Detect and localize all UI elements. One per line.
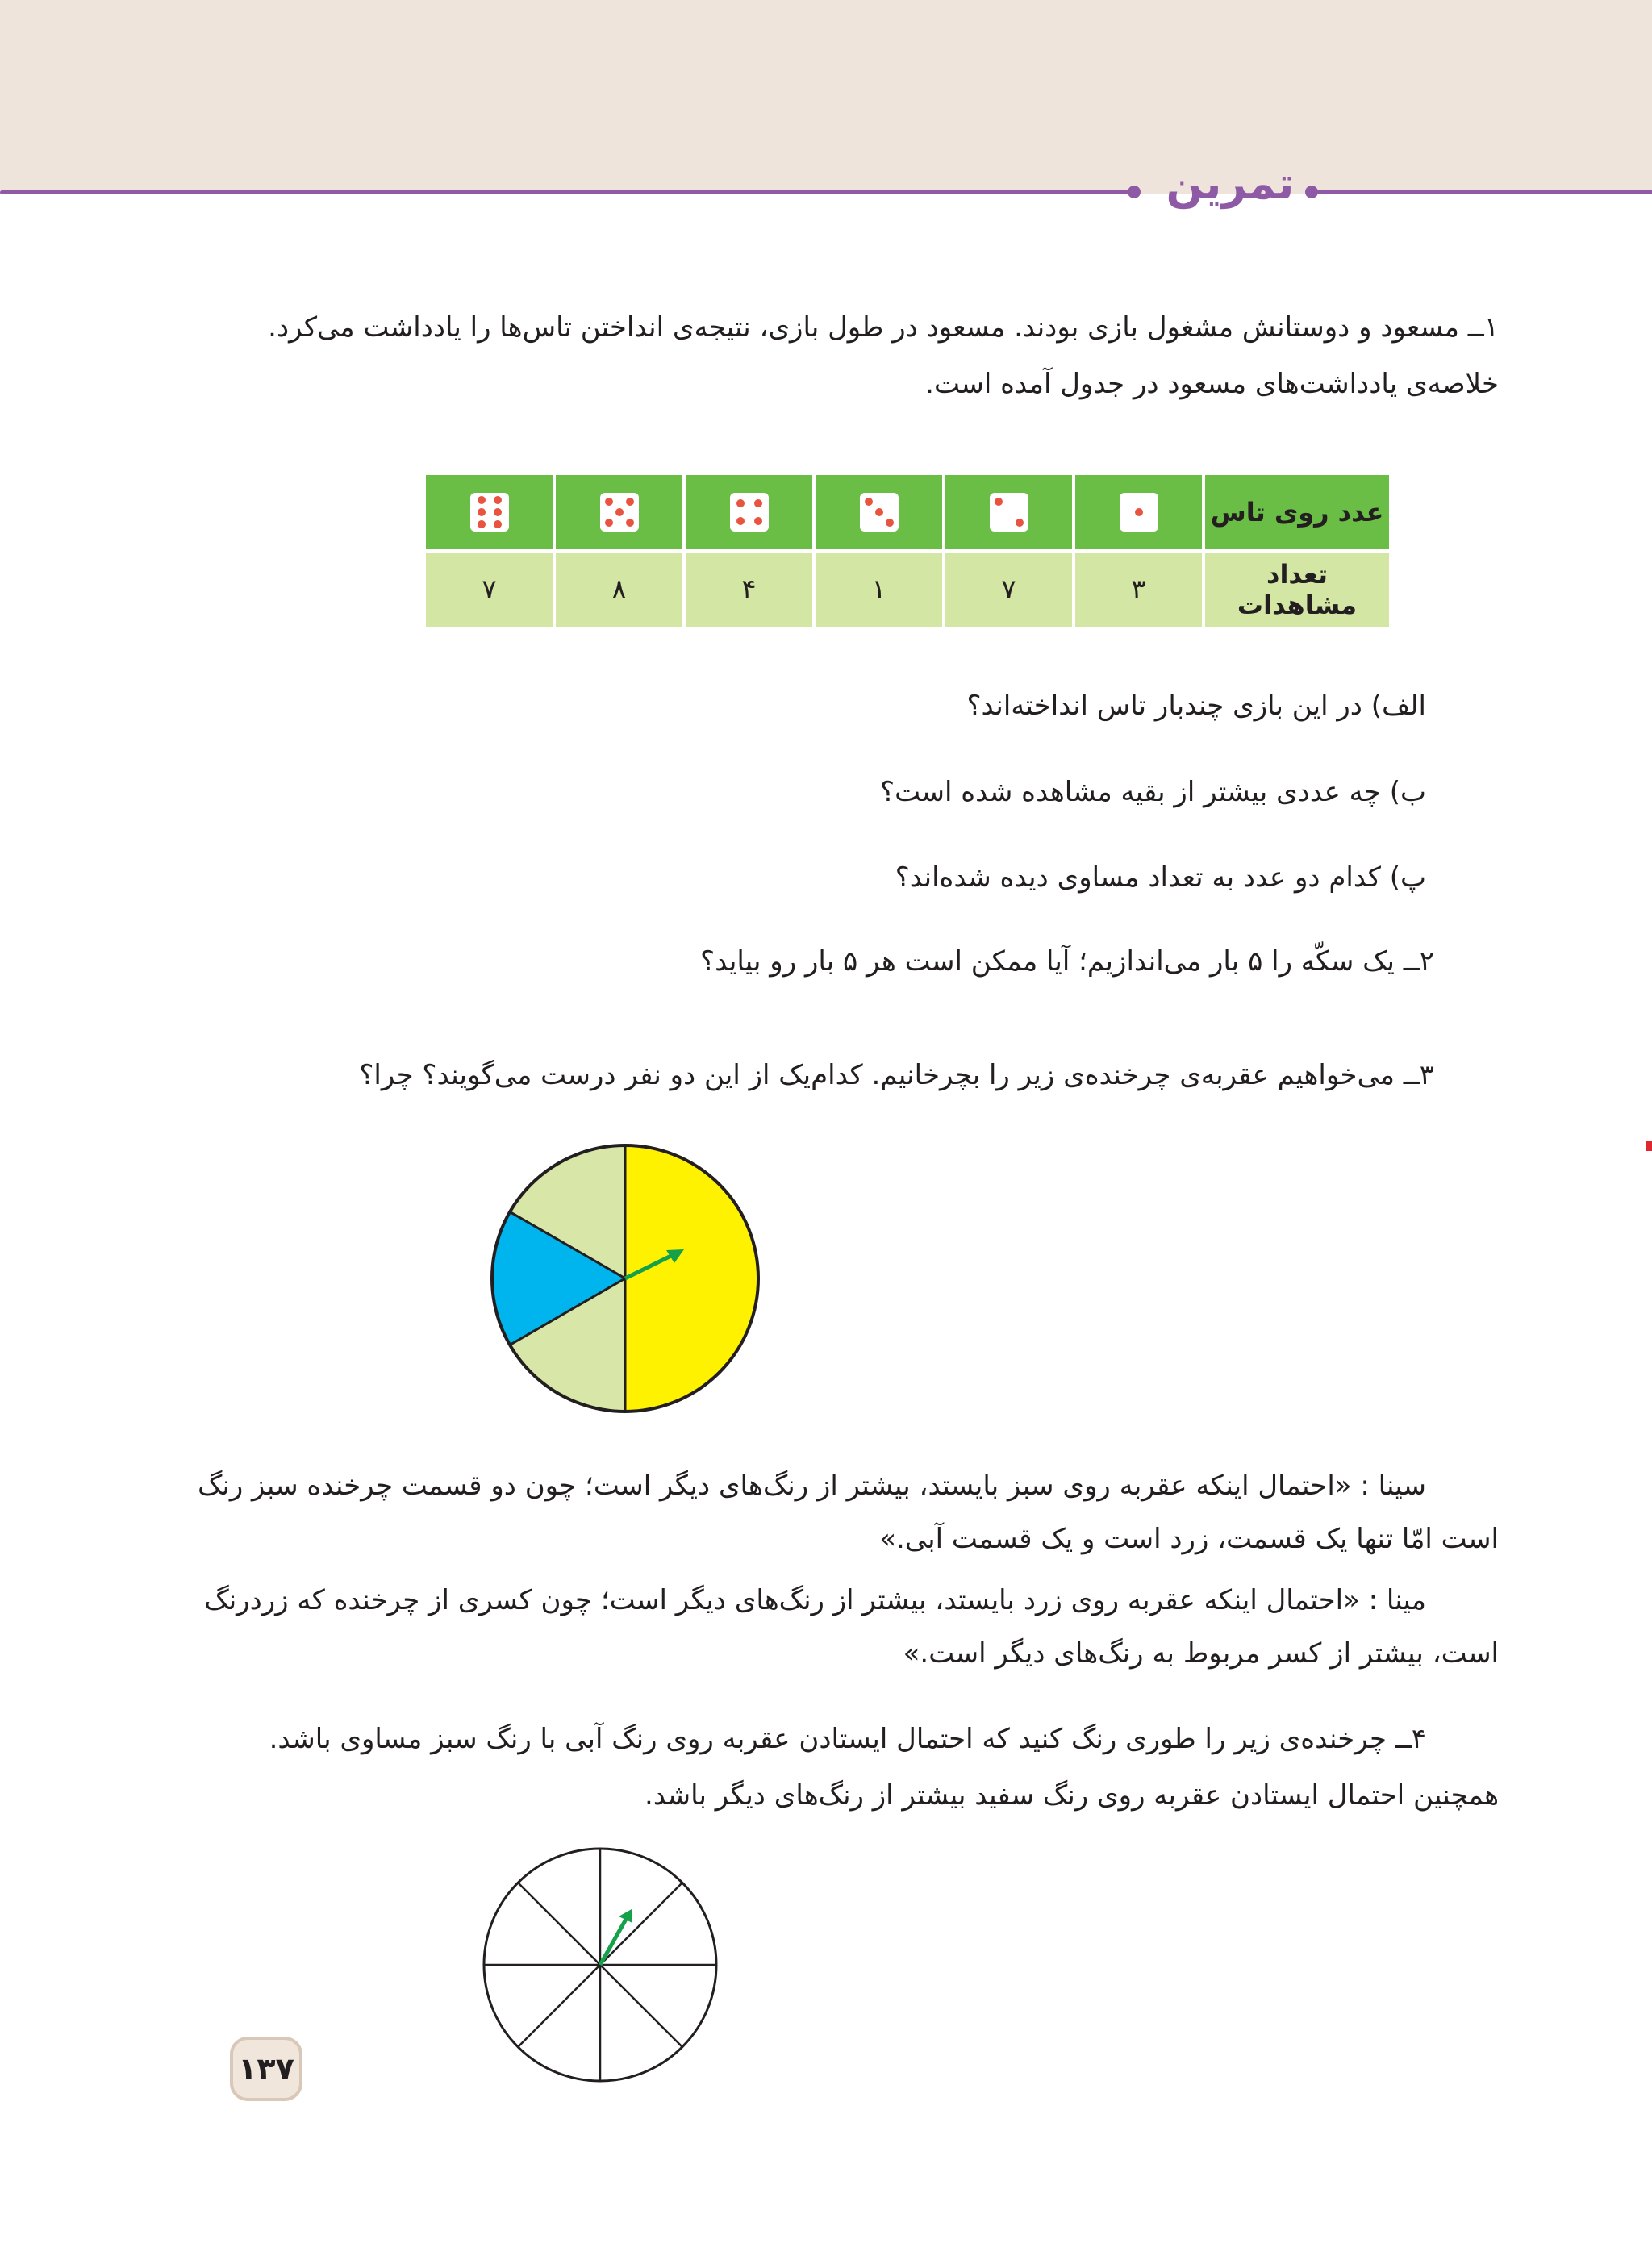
die-face-3 — [816, 475, 942, 549]
exercise3-text: ۳ــ می‌خواهیم عقربه‌ی چرخنده‌ی زیر را بچرخانیم. کدام‌یک از این دو نفر درست می‌گویند؟ چرا؟ — [359, 1059, 1434, 1091]
question-be: ب) چه عددی بیشتر از بقیه مشاهده شده است؟ — [880, 776, 1426, 808]
sina-line2: است امّا تنها یک قسمت، زرد است و یک قسمت آبی.» — [879, 1523, 1499, 1555]
dice-face-row — [426, 475, 1389, 549]
exercise4-line1: ۴ــ چرخنده‌ی زیر را طوری رنگ کنید که احتمال ایستادن عقربه روی رنگ آبی با رنگ سبز مساوی باشد. — [269, 1723, 1426, 1755]
count-cell: ۳ — [1075, 553, 1202, 627]
mina-line2: است، بیشتر از کسر مربوط به رنگ‌های دیگر است.» — [903, 1637, 1499, 1670]
side-mark — [1646, 1141, 1652, 1151]
count-cell: ۷ — [426, 553, 553, 627]
question-alef: الف) در این بازی چندبار تاس انداخته‌اند؟ — [966, 690, 1426, 722]
exercise1-line1: ۱ــ مسعود و دوستانش مشغول بازی بودند. مسعود در طول بازی، نتیجه‌ی انداختن تاس‌ها را یادداشت می‌کرد. — [268, 311, 1499, 344]
row-label-faces: عدد روی تاس — [1205, 475, 1389, 549]
blank-spinner — [481, 1845, 720, 2084]
dice-table — [423, 472, 1392, 630]
row-label-counts: تعداد مشاهدات — [1205, 553, 1389, 627]
header-divider — [0, 190, 1129, 194]
die-one-icon — [1120, 493, 1158, 532]
count-cell: ۱ — [816, 553, 942, 627]
die-face-2 — [945, 475, 1072, 549]
count-cell: ۷ — [945, 553, 1072, 627]
die-six-icon — [470, 493, 509, 532]
count-cell: ۸ — [556, 553, 682, 627]
count-cell: ۴ — [686, 553, 812, 627]
divider-dot-left — [1128, 186, 1141, 198]
exercise2-text: ۲ــ یک سکّه را ۵ بار می‌اندازیم؛ آیا ممکن است هر ۵ بار رو بیاید؟ — [700, 945, 1434, 978]
header-band — [0, 0, 1652, 194]
die-face-5 — [556, 475, 682, 549]
die-face-4 — [686, 475, 812, 549]
sina-line1: سینا : «احتمال اینکه عقربه روی سبز بایستد، بیشتر از رنگ‌های دیگر است؛ چون دو قسمت چرخنده سبز رنگ — [197, 1470, 1426, 1502]
divider-dot-right — [1305, 186, 1318, 198]
die-face-1 — [1075, 475, 1202, 549]
spinner-yellow-half — [625, 1145, 758, 1412]
die-two-icon — [990, 493, 1028, 532]
die-four-icon — [730, 493, 769, 532]
die-three-icon — [860, 493, 899, 532]
header-divider-right — [1315, 190, 1652, 194]
exercise1-line2: خلاصه‌ی یادداشت‌های مسعود در جدول آمده است. — [925, 368, 1499, 400]
exercise4-line2: همچنین احتمال ایستادن عقربه روی رنگ سفید بیشتر از رنگ‌های دیگر باشد. — [645, 1779, 1499, 1812]
die-face-6 — [426, 475, 553, 549]
colored-spinner — [484, 1137, 766, 1420]
die-five-icon — [600, 493, 639, 532]
page-number: ۱۳۷ — [230, 2037, 302, 2101]
mina-line1: مینا : «احتمال اینکه عقربه روی زرد بایستد، بیشتر از رنگ‌های دیگر است؛ چون کسری از چرخنده که زردرنگ — [204, 1584, 1426, 1616]
question-pe: پ) کدام دو عدد به تعداد مساوی دیده شده‌اند؟ — [895, 861, 1426, 894]
dice-count-row — [426, 553, 1389, 627]
section-title: تمرین — [1166, 158, 1295, 209]
